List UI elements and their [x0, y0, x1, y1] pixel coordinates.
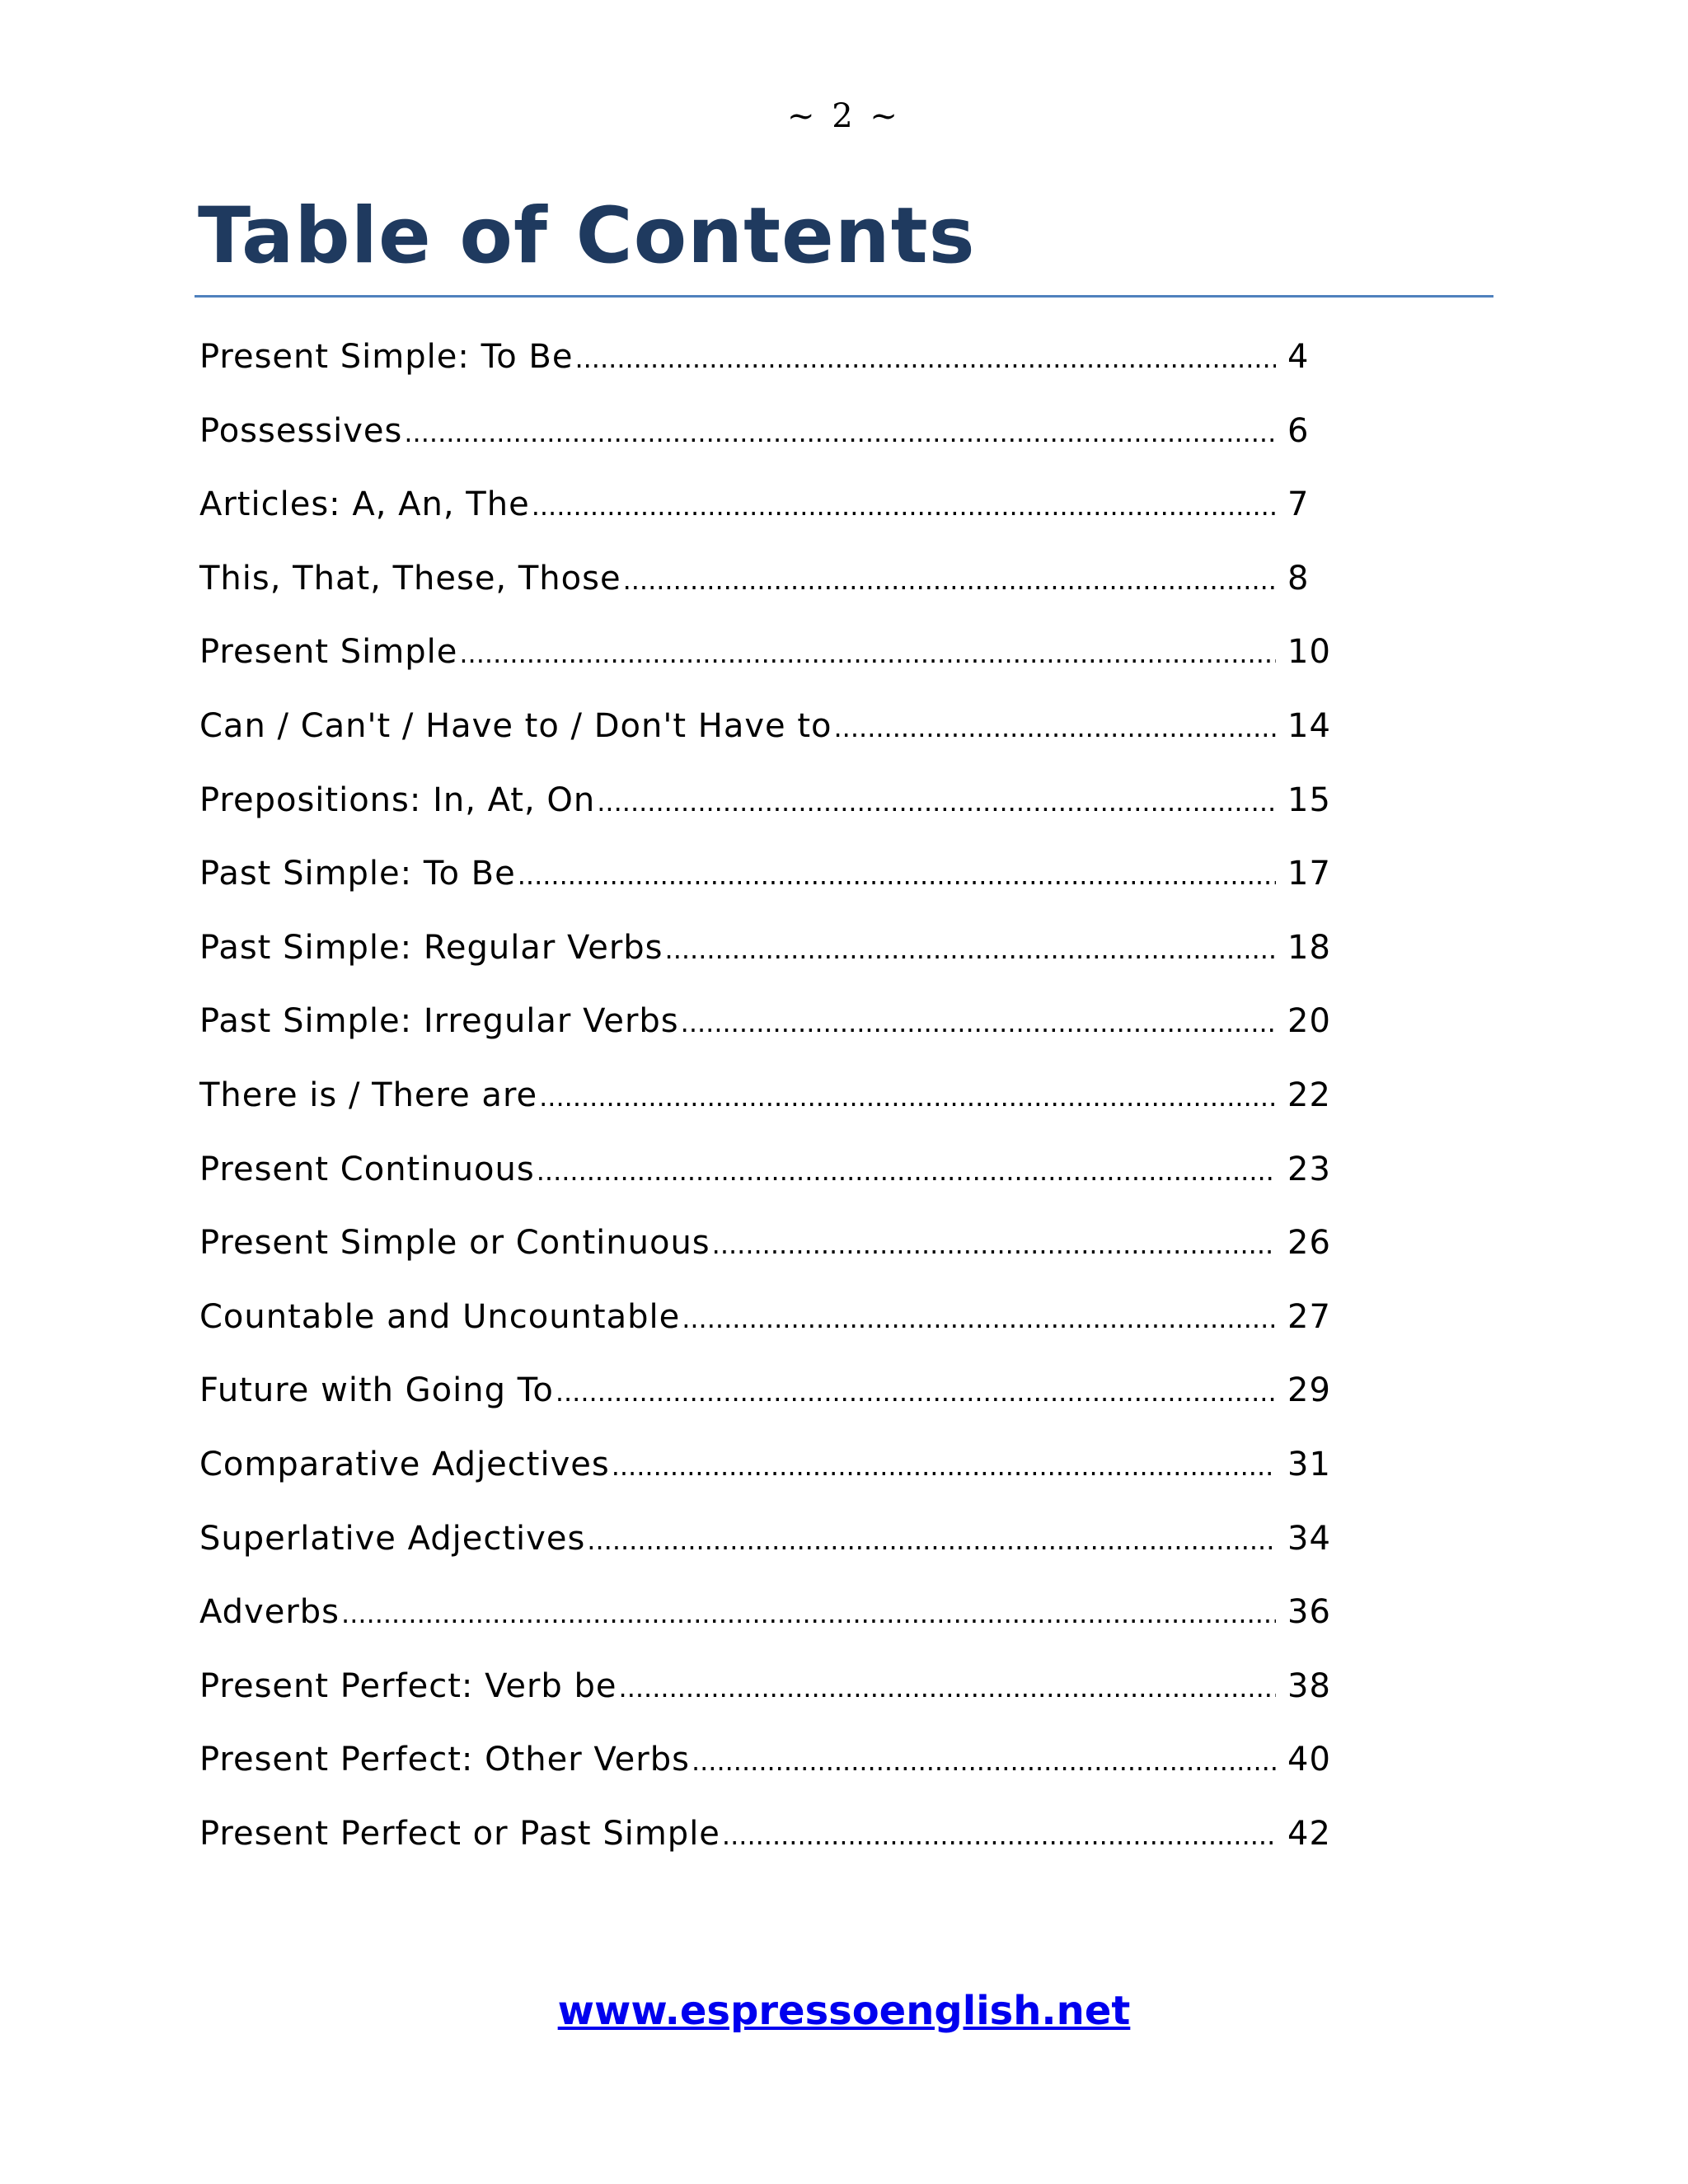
toc-entry[interactable] — [199, 1667, 1337, 1741]
toc-entry-label: Present Simple or Continuous — [199, 1224, 710, 1263]
toc-entry[interactable] — [199, 633, 1337, 707]
table-of-contents — [199, 338, 1337, 1888]
website-link[interactable]: www.espressoenglish.net — [557, 1988, 1131, 2034]
toc-dot-leader — [556, 1376, 1276, 1408]
toc-dot-leader — [623, 565, 1276, 596]
toc-entry-page-number: 17 — [1287, 855, 1331, 893]
toc-entry-label: Adverbs — [199, 1593, 340, 1632]
toc-entry-page-number: 40 — [1287, 1741, 1331, 1779]
toc-entry-label: Prepositions: In, At, On — [199, 780, 596, 819]
toc-entry-page-number: 29 — [1287, 1371, 1331, 1410]
toc-entry[interactable] — [199, 1298, 1337, 1372]
toc-entry-page-number: 26 — [1287, 1224, 1331, 1263]
toc-entry-page-number: 8 — [1287, 559, 1310, 598]
toc-dot-leader — [597, 786, 1276, 818]
toc-entry-label: Past Simple: To Be — [199, 855, 516, 893]
toc-entry[interactable] — [199, 1520, 1337, 1594]
toc-entry-page-number: 23 — [1287, 1150, 1331, 1188]
toc-entry-label: There is / There are — [199, 1076, 538, 1114]
toc-dot-leader — [619, 1672, 1276, 1704]
toc-entry-page-number: 31 — [1287, 1445, 1331, 1483]
toc-dot-leader — [722, 1820, 1276, 1851]
toc-entry-label: Superlative Adjectives — [199, 1519, 586, 1558]
toc-entry-label: Countable and Uncountable — [199, 1297, 681, 1336]
toc-entry-label: Present Continuous — [199, 1150, 535, 1188]
toc-entry[interactable] — [199, 560, 1337, 634]
toc-entry-label: Present Perfect or Past Simple — [199, 1814, 720, 1853]
toc-entry-label: Articles: A, An, The — [199, 485, 530, 524]
title-divider — [195, 295, 1493, 298]
toc-dot-leader — [518, 860, 1276, 891]
toc-entry-page-number: 10 — [1287, 633, 1331, 672]
toc-entry-label: Present Perfect: Verb be — [199, 1666, 617, 1705]
toc-dot-leader — [692, 1746, 1276, 1777]
page-title: Table of Contents — [198, 191, 976, 281]
toc-entry[interactable] — [199, 1002, 1337, 1076]
toc-entry-label: Present Perfect: Other Verbs — [199, 1741, 690, 1779]
toc-dot-leader — [459, 638, 1276, 669]
toc-dot-leader — [712, 1229, 1276, 1260]
toc-dot-leader — [665, 934, 1276, 965]
toc-dot-leader — [587, 1525, 1276, 1556]
toc-entry[interactable] — [199, 1446, 1337, 1520]
toc-entry-label: Past Simple: Irregular Verbs — [199, 1002, 679, 1041]
toc-entry[interactable] — [199, 412, 1337, 486]
toc-dot-leader — [532, 490, 1276, 522]
toc-entry[interactable] — [199, 1815, 1337, 1889]
toc-entry-label: Present Simple: To Be — [199, 338, 574, 376]
toc-entry-label: Comparative Adjectives — [199, 1445, 610, 1483]
toc-entry[interactable] — [199, 781, 1337, 855]
toc-entry-label: Present Simple — [199, 633, 458, 672]
toc-entry-page-number: 4 — [1287, 338, 1310, 376]
toc-entry[interactable] — [199, 338, 1337, 412]
footer — [0, 1988, 1688, 2034]
toc-dot-leader — [574, 343, 1276, 374]
toc-entry-label: Future with Going To — [199, 1371, 554, 1410]
toc-dot-leader — [682, 1303, 1276, 1334]
toc-dot-leader — [612, 1451, 1276, 1482]
toc-entry-page-number: 38 — [1287, 1666, 1331, 1705]
toc-entry[interactable] — [199, 1371, 1337, 1446]
toc-entry-page-number: 15 — [1287, 780, 1331, 819]
toc-dot-leader — [341, 1598, 1276, 1629]
toc-entry-page-number: 7 — [1287, 485, 1310, 524]
toc-entry-label: Possessives — [199, 411, 403, 450]
toc-entry[interactable] — [199, 1151, 1337, 1225]
toc-dot-leader — [404, 417, 1276, 448]
toc-entry-page-number: 18 — [1287, 928, 1331, 967]
toc-dot-leader — [834, 712, 1277, 743]
toc-entry[interactable] — [199, 855, 1337, 929]
toc-entry-page-number: 42 — [1287, 1814, 1331, 1853]
toc-entry-page-number: 6 — [1287, 411, 1310, 450]
toc-entry[interactable] — [199, 929, 1337, 1003]
toc-entry-page-number: 27 — [1287, 1297, 1331, 1336]
toc-entry-label: This, That, These, Those — [199, 559, 621, 598]
toc-dot-leader — [539, 1081, 1276, 1113]
toc-entry-page-number: 22 — [1287, 1076, 1331, 1114]
toc-entry-label: Can / Can't / Have to / Don't Have to — [199, 706, 832, 745]
toc-entry[interactable] — [199, 1076, 1337, 1151]
toc-entry[interactable] — [199, 707, 1337, 781]
toc-entry-page-number: 34 — [1287, 1519, 1331, 1558]
toc-entry[interactable] — [199, 485, 1337, 560]
toc-entry-page-number: 36 — [1287, 1593, 1331, 1632]
toc-entry[interactable] — [199, 1741, 1337, 1815]
toc-entry-page-number: 20 — [1287, 1002, 1331, 1041]
toc-entry-page-number: 14 — [1287, 706, 1331, 745]
page-number: ~ 2 ~ — [787, 97, 901, 135]
toc-entry-label: Past Simple: Regular Verbs — [199, 928, 663, 967]
toc-entry[interactable] — [199, 1224, 1337, 1298]
toc-entry[interactable] — [199, 1593, 1337, 1667]
toc-dot-leader — [681, 1007, 1276, 1038]
toc-dot-leader — [537, 1155, 1276, 1187]
